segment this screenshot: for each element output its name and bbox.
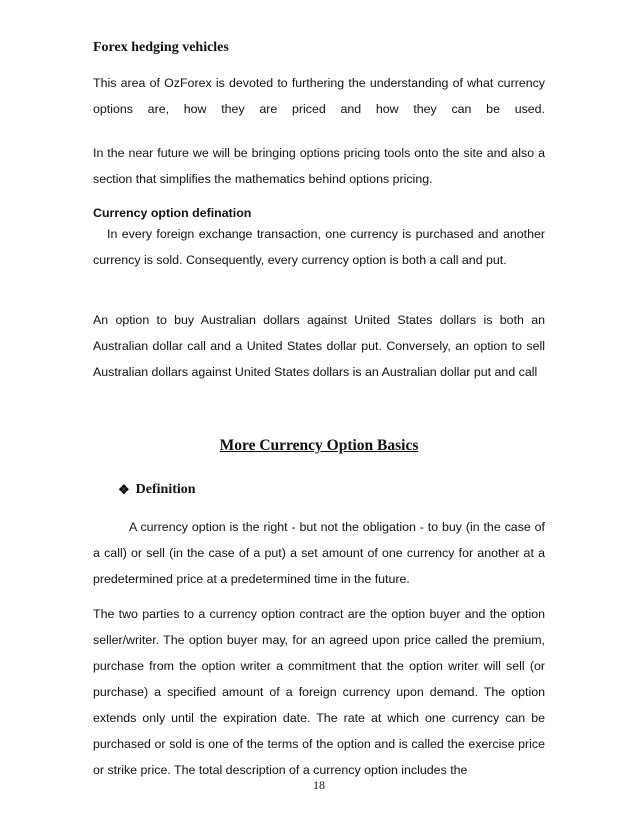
page-number: 18 [313,778,325,792]
basics-title: More Currency Option Basics [219,437,419,454]
intro-line-2: options are, how they are priced and how they can be used. [93,102,545,116]
basics-paragraph-2: The two parties to a currency option contract are the option buyer and the option seller/writer. The option buyer may, for an agreed upon price called the premium, purchase from the option writer a commitment that the option writer will sell (or purchase) a specified amount of a foreign currency upon demand. The option extends only until the expiration date. The rate at which one currency can be purchased or sold is one of the terms of the option and is called the exercise price or strike price. The total description of a currency option includes the [93,607,545,777]
definition-heading [118,482,196,498]
definition-heading-text: Definition [135,482,196,497]
intro-paragraph-2: In the near future we will be bringing options pricing tools onto the site and also a section that simplifies the mathematics behind options pricing. [93,146,545,186]
section-heading: Forex hedging vehicles [93,40,229,55]
intro-line-1: This area of OzForex is devoted to furthering the understanding of what currency [93,76,545,90]
basics-paragraph-1: A currency option is the right - but not the obligation - to buy (in the case of a call) or sell (in the case of a put) a set amount of one currency for another at a predetermined price at a predetermined time in the future. [93,520,545,586]
definition-paragraph-2: An option to buy Australian dollars against United States dollars is both an Australian dollar call and a United States dollar put. Conversely, an option to sell Australian dollars against United States dollars is an Australian dollar put and call [93,313,545,379]
definition-paragraph-1: In every foreign exchange transaction, one currency is purchased and another currency is sold. Consequently, every currency option is both a call and put. [93,227,545,267]
diamond-bullet-icon: ❖ [118,482,130,497]
definition-label: Currency option defination [93,206,252,220]
